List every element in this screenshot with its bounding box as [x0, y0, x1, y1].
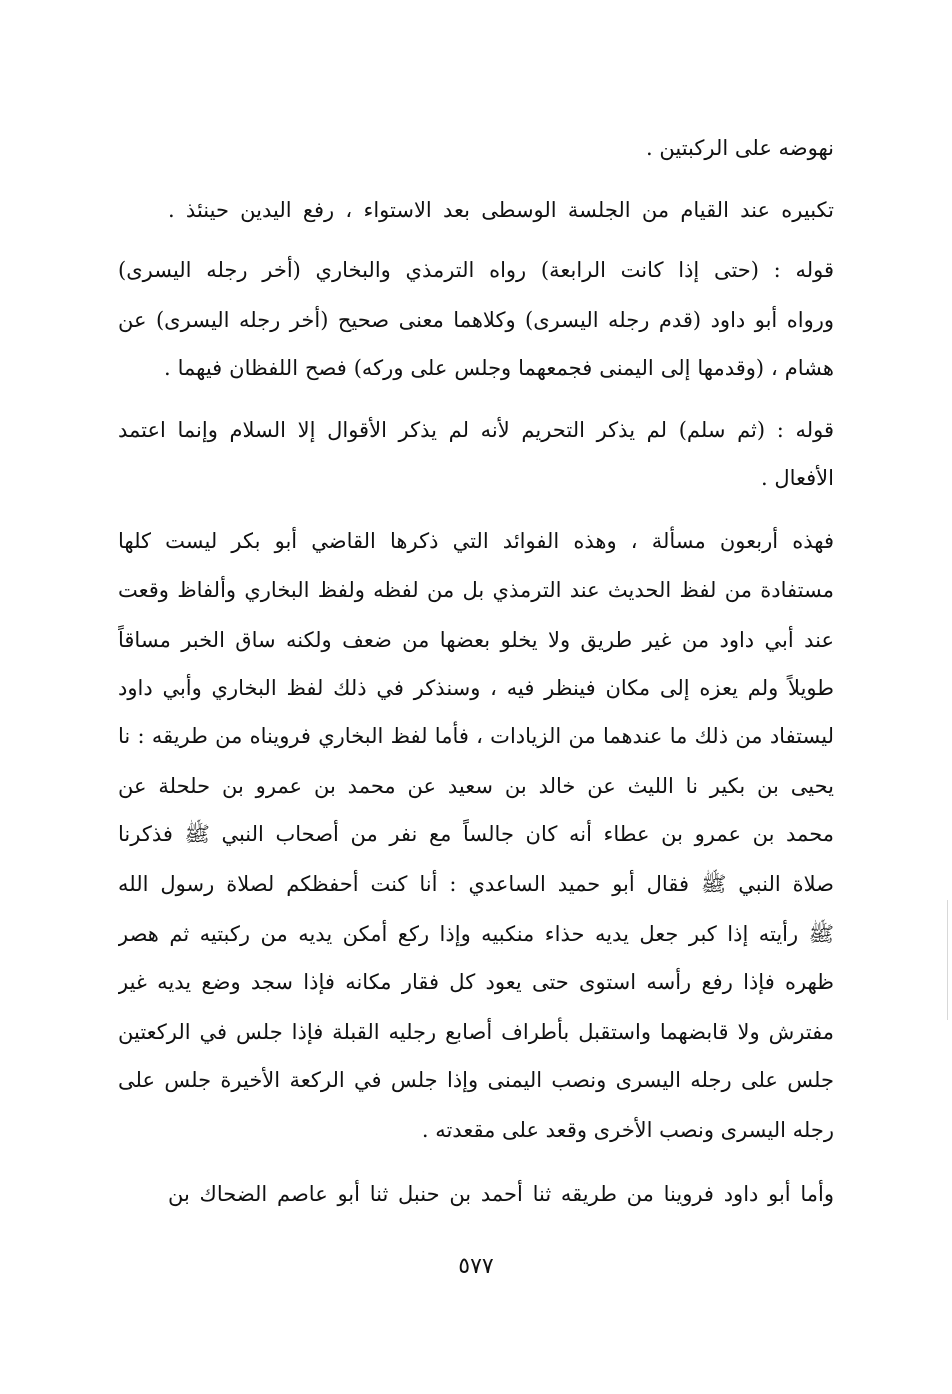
- text-line-2: تكبيره عند القيام من الجلسة الوسطى بعد الاستواء ، رفع اليدين حينئذ .: [168, 198, 834, 222]
- text-line-21: وأما أبو داود فروينا من طريقه ثنا أحمد بن حنبل ثنا أبو عاصم الضحاك بن: [168, 1182, 834, 1206]
- text-line-15: صلاة النبي ﷺ فقال أبو حميد الساعدي : أنا كنت أحفظكم لصلاة رسول الله: [118, 872, 834, 896]
- text-line-1: نهوضه على الركبتين .: [646, 136, 834, 160]
- text-line-20: رجله اليسرى ونصب الأخرى وقعد على مقعدته .: [421, 1118, 834, 1142]
- text-line-11: طويلاً ولم يعزه إلى مكان فينظر فيه ، وسنذكر في ذلك لفظ البخاري وأبي داود: [118, 676, 834, 700]
- text-line-12: ليستفاد من ذلك ما عندهما من الزيادات ، فأما لفظ البخاري فرويناه من طريقه : نا: [118, 724, 834, 748]
- text-line-19: جلس على رجله اليسرى ونصب اليمنى وإذا جلس في الركعة الأخيرة جلس على: [118, 1068, 834, 1092]
- text-line-16: ﷺ رأيته إذا كبر جعل يديه حذاء منكبيه وإذا ركع أمكن يديه من ركبتيه ثم هصر: [118, 922, 834, 946]
- text-line-6: قوله : (ثم سلم) لم يذكر التحريم لأنه لم يذكر الأقوال إلا السلام وإنما اعتمد: [118, 418, 834, 442]
- text-line-13: يحيى بن بكير نا الليث عن خالد بن سعيد عن محمد بن عمرو بن حلحلة عن: [118, 774, 834, 798]
- text-line-7: الأفعال .: [761, 466, 834, 490]
- text-line-3: قوله : (حتى إذا كانت الرابعة) رواه الترمذي والبخاري (أخر رجله اليسرى): [118, 258, 834, 282]
- text-line-14: محمد بن عمرو بن عطاء أنه كان جالساً مع نفر من أصحاب النبي ﷺ فذكرنا: [118, 822, 834, 846]
- text-line-18: مفترش ولا قابضهما واستقبل بأطراف أصابع رجليه القبلة فإذا جلس في الركعتين: [118, 1020, 834, 1044]
- text-line-8: فهذه أربعون مسألة ، وهذه الفوائد التي ذكرها القاضي أبو بكر ليست كلها: [118, 529, 834, 553]
- page-number: ٥٧٧: [458, 1254, 494, 1279]
- text-line-17: ظهره فإذا رفع رأسه استوى حتى يعود كل فقار مكانه فإذا سجد وضع يديه غير: [118, 970, 834, 994]
- text-line-5: هشام ، (وقدمها إلى اليمنى فجمعهما وجلس على وركه) فصح اللفظان فيهما .: [164, 356, 834, 380]
- text-line-4: ورواه أبو داود (قدم رجله اليسرى) وكلاهما معنى صحيح (أخر رجله اليسرى) عن: [118, 308, 834, 332]
- text-line-10: عند أبي داود من غير طريق ولا يخلو بعضها من ضعف ولكنه ساق الخبر مساقاً: [118, 628, 834, 652]
- page-edge-mark: [947, 900, 948, 1020]
- text-line-9: مستفادة من لفظ الحديث عند الترمذي بل من لفظه ولفظ البخاري وألفاظ وقعت: [118, 578, 834, 602]
